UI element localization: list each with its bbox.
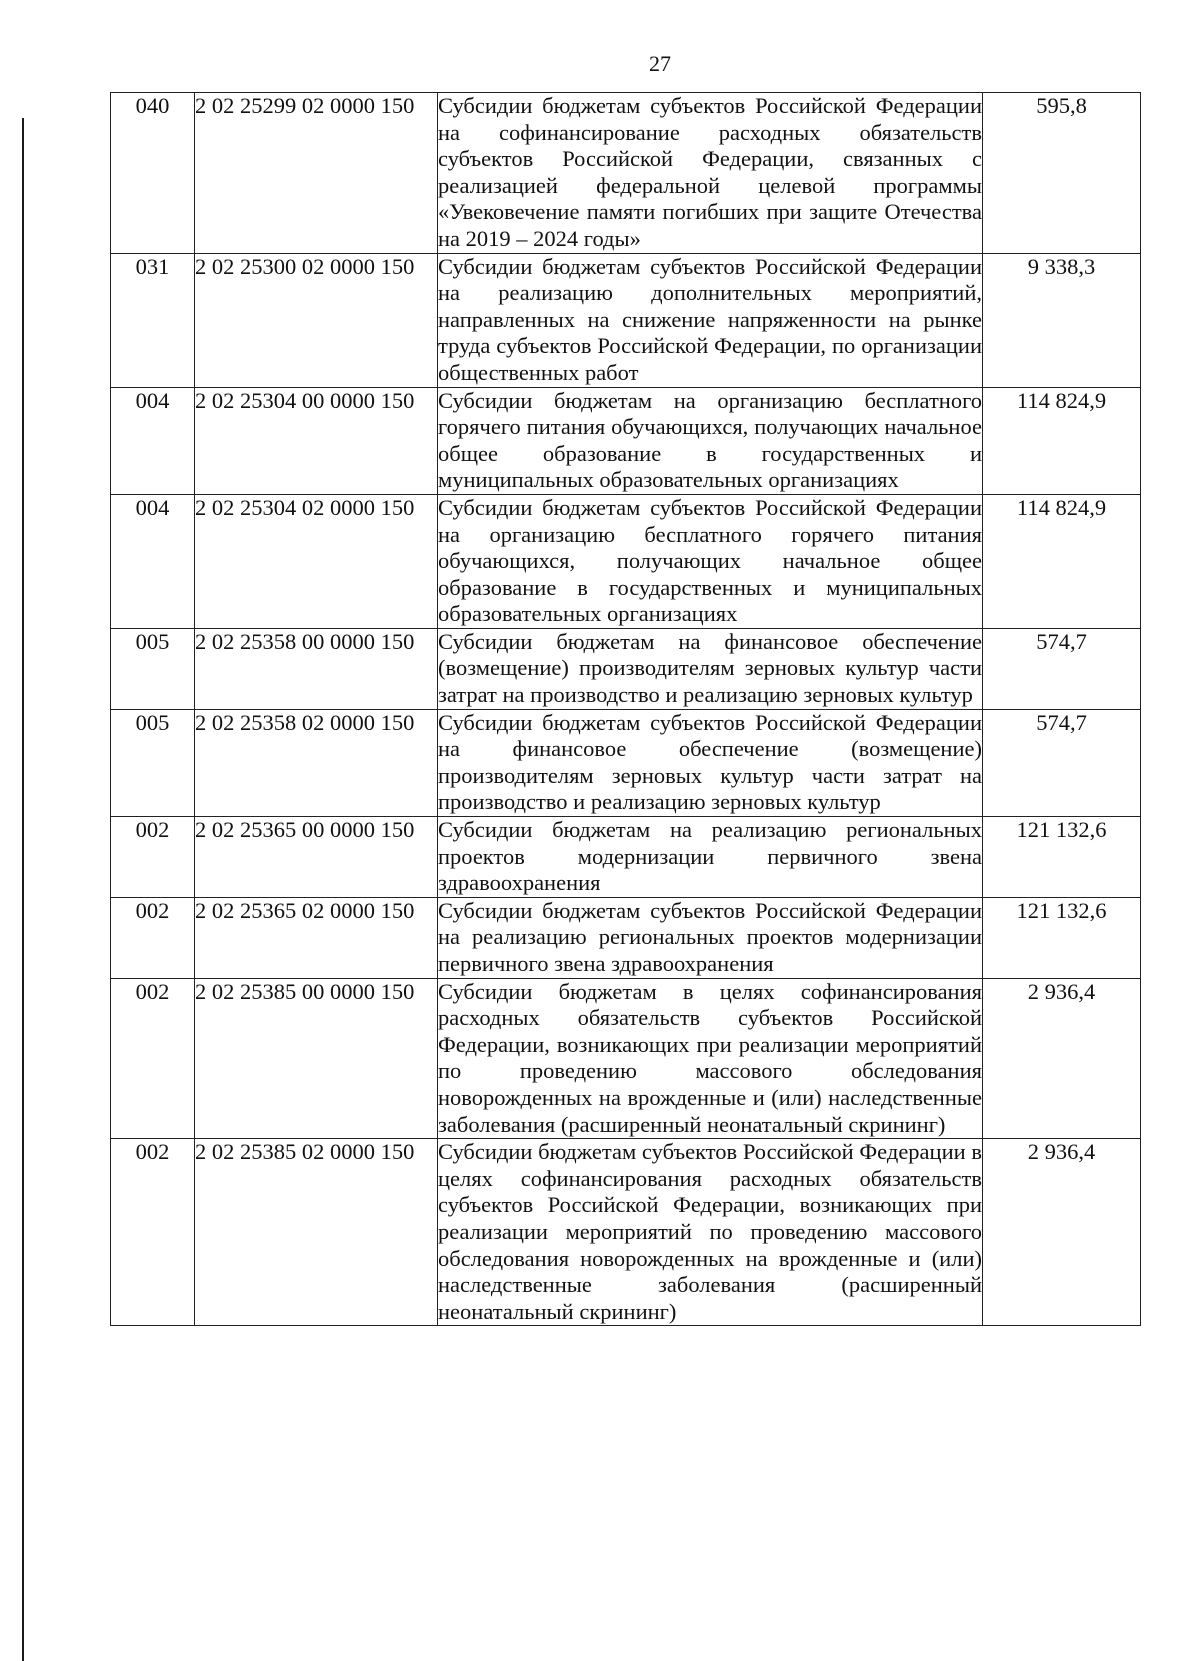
administrator-code-cell: 002 [111,897,195,978]
table-row [111,628,1141,709]
revenue-description-cell: Субсидии бюджетам на финансовое обеспечение (возмещение) производителям зерновых культур части затрат на производство и реализацию зерновых культур [438,628,983,709]
revenue-description-cell: Субсидии бюджетам субъектов Российской Федерации на реализацию дополнительных мероприятий, направленных на снижение напряженности на рынке труда субъектов Российской Федерации, по организации общественных работ [438,253,983,387]
budget-classification-code-cell: 2 02 25385 02 0000 150 [195,1139,438,1326]
revenue-description-cell: Субсидии бюджетам в целях софинансирования расходных обязательств субъектов Российской Федерации, возникающих при реализации мероприятий по проведению массового обследования новорожденных на врожденные и (или) наследственные заболевания (расширенный неонатальный скрининг) [438,978,983,1139]
amount-cell: 9 338,3 [983,253,1141,387]
amount-cell: 2 936,4 [983,1139,1141,1326]
revenue-description-cell: Субсидии бюджетам субъектов Российской Федерации на финансовое обеспечение (возмещение) производителям зерновых культур части затрат на производство и реализацию зерновых культур [438,709,983,816]
table-row [111,387,1141,494]
budget-classification-code-cell: 2 02 25304 00 0000 150 [195,387,438,494]
revenue-description-cell: Субсидии бюджетам на реализацию региональных проектов модернизации первичного звена здравоохранения [438,817,983,898]
budget-classification-code-cell: 2 02 25365 02 0000 150 [195,897,438,978]
administrator-code-cell: 004 [111,494,195,628]
budget-classification-code-cell: 2 02 25358 02 0000 150 [195,709,438,816]
revenue-description-cell: Субсидии бюджетам субъектов Российской Федерации на софинансирование расходных обязательств субъектов Российской Федерации, связанных с реализацией федеральной целевой программы «Увековечение памяти погибших при защите Отечества на 2019 – 2024 годы» [438,93,983,254]
revenue-description-cell: Субсидии бюджетам субъектов Российской Федерации на реализацию региональных проектов модернизации первичного звена здравоохранения [438,897,983,978]
amount-cell: 574,7 [983,628,1141,709]
budget-classification-code-cell: 2 02 25385 00 0000 150 [195,978,438,1139]
revenue-description-cell: Субсидии бюджетам субъектов Российской Федерации в целях софинансирования расходных обязательств субъектов Российской Федерации, возникающих при реализации мероприятий по проведению массового обследования новорожденных на врожденные и (или) наследственные заболевания (расширенный неонатальный скрининг) [438,1139,983,1326]
administrator-code-cell: 005 [111,628,195,709]
administrator-code-cell: 031 [111,253,195,387]
administrator-code-cell: 040 [111,93,195,254]
revenue-description-cell: Субсидии бюджетам субъектов Российской Федерации на организацию бесплатного горячего питания обучающихся, получающих начальное общее образование в государственных и муниципальных образовательных организациях [438,494,983,628]
amount-cell: 114 824,9 [983,387,1141,494]
revenue-description-cell: Субсидии бюджетам на организацию бесплатного горячего питания обучающихся, получающих начальное общее образование в государственных и муниципальных образовательных организациях [438,387,983,494]
amount-cell: 121 132,6 [983,817,1141,898]
budget-classification-code-cell: 2 02 25300 02 0000 150 [195,253,438,387]
amount-cell: 574,7 [983,709,1141,816]
budget-classification-code-cell: 2 02 25358 00 0000 150 [195,628,438,709]
administrator-code-cell: 002 [111,817,195,898]
table-row [111,253,1141,387]
table-row [111,1139,1141,1326]
administrator-code-cell: 002 [111,978,195,1139]
budget-classification-code-cell: 2 02 25365 00 0000 150 [195,817,438,898]
table-row [111,494,1141,628]
table-row [111,93,1141,254]
amount-cell: 121 132,6 [983,897,1141,978]
administrator-code-cell: 005 [111,709,195,816]
page-number: 27 [649,51,671,76]
table-row [111,709,1141,816]
amount-cell: 2 936,4 [983,978,1141,1139]
amount-cell: 595,8 [983,93,1141,254]
amount-cell: 114 824,9 [983,494,1141,628]
scan-left-edge-line [22,118,24,1661]
budget-classification-code-cell: 2 02 25299 02 0000 150 [195,93,438,254]
administrator-code-cell: 002 [111,1139,195,1326]
administrator-code-cell: 004 [111,387,195,494]
table-row [111,897,1141,978]
table-row [111,978,1141,1139]
budget-revenue-table [110,92,1141,1326]
table-row [111,817,1141,898]
budget-classification-code-cell: 2 02 25304 02 0000 150 [195,494,438,628]
